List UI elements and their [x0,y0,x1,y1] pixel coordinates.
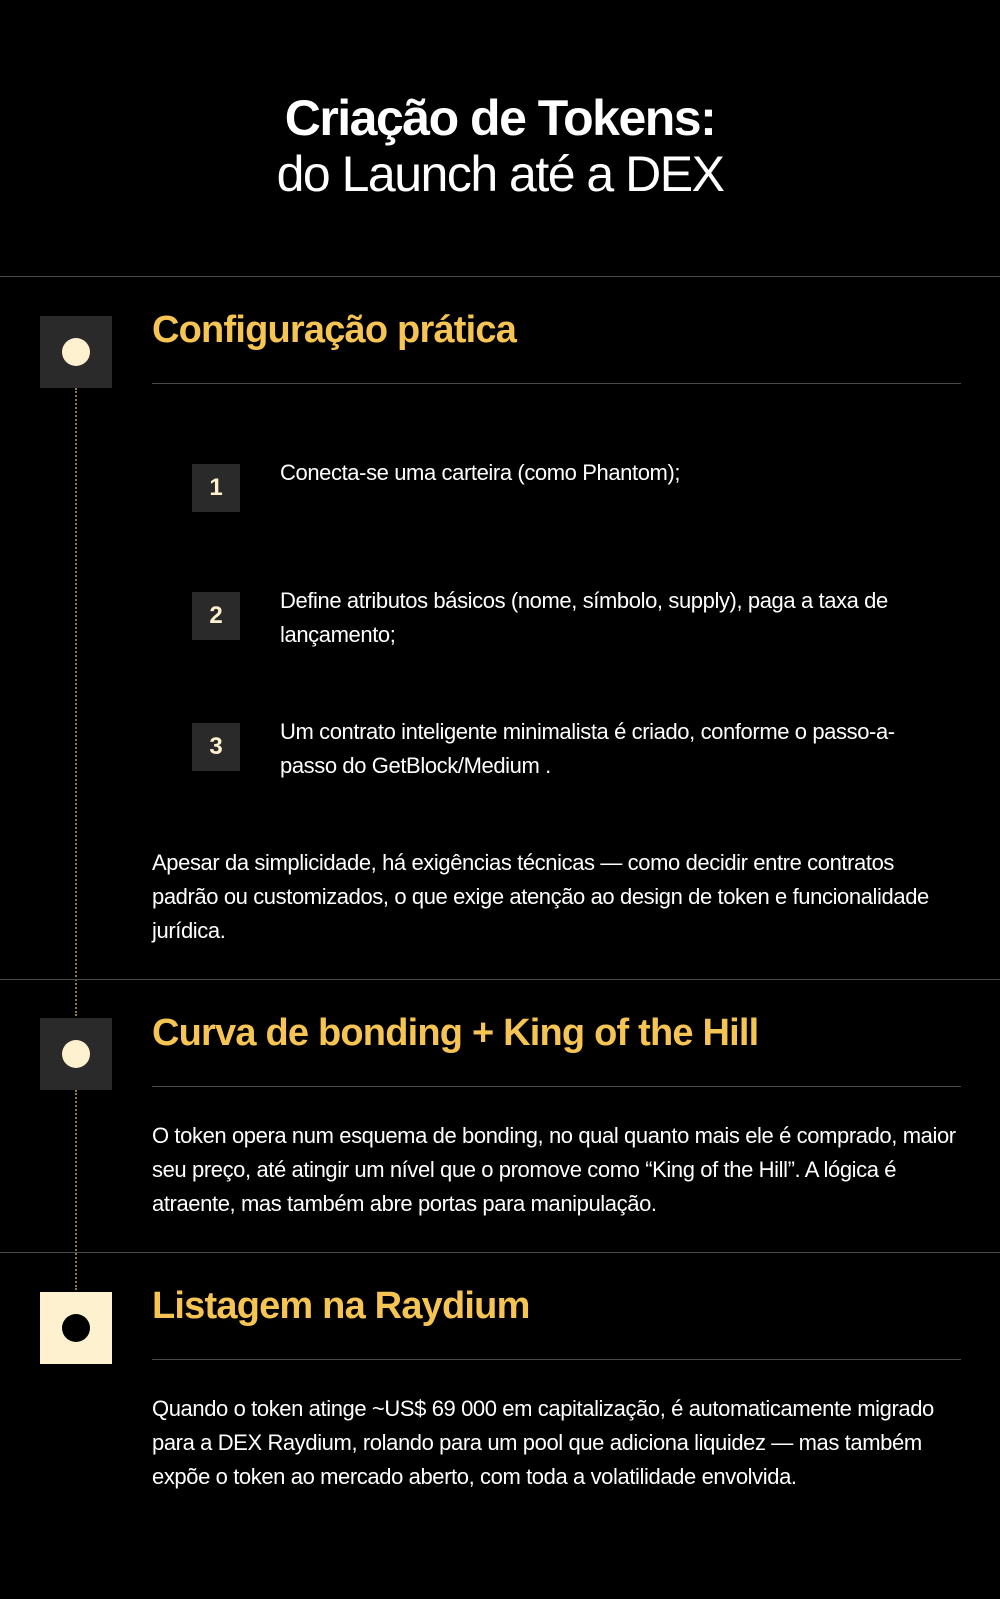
step-text: Conecta-se uma carteira (como Phantom); [280,460,681,485]
divider [0,979,1000,980]
marker-dot [62,1040,90,1068]
marker-dot [62,1314,90,1342]
step-number: 2 [192,592,240,640]
marker-dot [62,338,90,366]
step-number: 1 [192,464,240,512]
section-divider [152,1359,961,1360]
timeline-connector [75,388,77,1016]
page-title [0,90,1000,202]
divider [0,276,1000,277]
timeline-marker-active [40,1292,112,1364]
title-line-2: do Launch até a DEX [276,146,724,202]
timeline-connector [75,1090,77,1290]
step-number: 3 [192,723,240,771]
section-title: Configuração prática [152,309,517,351]
title-line-1: Criação de Tokens: [284,90,716,146]
timeline-marker [40,316,112,388]
section-divider [152,1086,961,1087]
section-body: Quando o token atinge ~US$ 69 000 em capitalização, é automaticamente migrado para a DEX Raydium, rolando para um pool que adiciona liquidez — mas também expõe o token ao mercado aberto, com toda a volatilidade envolvida. [152,1396,934,1489]
section-divider [152,383,961,384]
step-text: Define atributos básicos (nome, símbolo, supply), paga a taxa de lançamento; [280,588,888,647]
section-body: O token opera num esquema de bonding, no qual quanto mais ele é comprado, maior seu preço, até atingir um nível que o promove como “King of the Hill”. A lógica é atraente, mas também abre portas para manipulação. [152,1123,956,1216]
section-body: Apesar da simplicidade, há exigências técnicas — como decidir entre contratos padrão ou customizados, o que exige atenção ao design de token e funcionalidade jurídica. [152,850,929,943]
section-title: Listagem na Raydium [152,1285,530,1327]
timeline-marker [40,1018,112,1090]
section-title: Curva de bonding + King of the Hill [152,1012,759,1054]
divider [0,1252,1000,1253]
step-text: Um contrato inteligente minimalista é criado, conforme o passo-a-passo do GetBlock/Medium . [280,719,895,778]
